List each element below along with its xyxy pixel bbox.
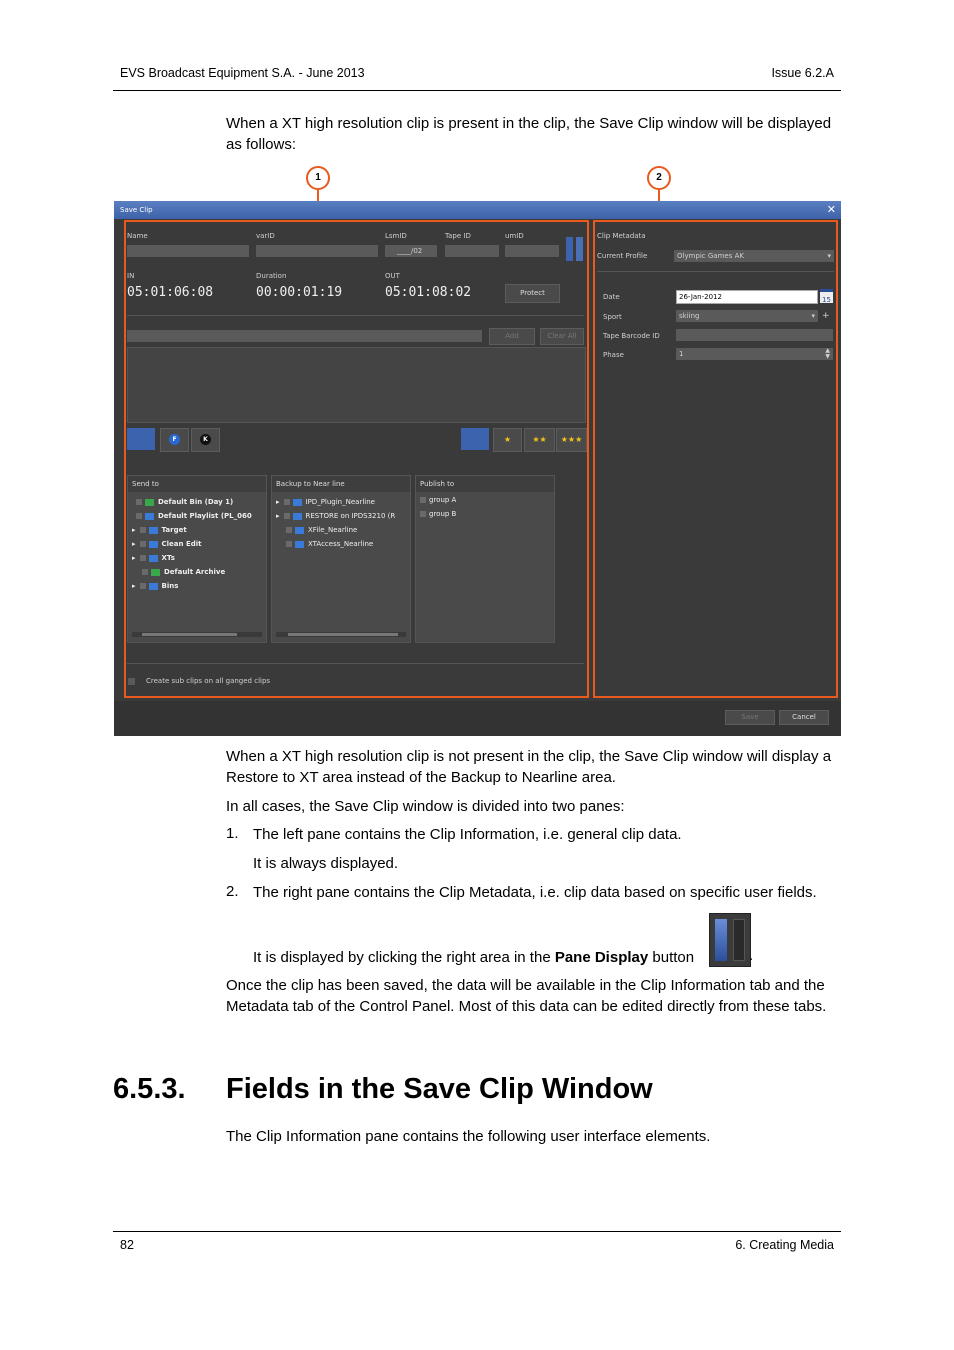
- paragraph-restore: When a XT high resolution clip is not present in the clip, the Save Clip window will display a Restore to XT area instead of the Backup to Nearline area.: [226, 748, 832, 786]
- callout-1: 1: [306, 166, 330, 190]
- date-label: Date: [603, 293, 620, 301]
- pane-display-period: .: [749, 947, 754, 964]
- footer-rule: [113, 1231, 841, 1232]
- list-number-2: 2.: [226, 883, 239, 900]
- scrollbar-thumb[interactable]: [142, 633, 237, 636]
- save-button[interactable]: Save: [725, 710, 775, 725]
- spinner-icon[interactable]: ▲ ▼: [825, 347, 830, 360]
- page-number: 82: [120, 1238, 134, 1252]
- tape-barcode-label: Tape Barcode ID: [603, 332, 660, 340]
- sub-clips-label: Create sub clips on all ganged clips: [146, 677, 271, 685]
- send-to-item[interactable]: ▸ Clean Edit: [132, 540, 202, 548]
- dialog-title: Save Clip: [120, 206, 153, 214]
- close-icon[interactable]: ✕: [826, 203, 836, 216]
- pane-display-left-icon[interactable]: [566, 237, 573, 261]
- duration-label: Duration: [256, 272, 287, 280]
- folder-icon: [149, 583, 158, 590]
- phase-label: Phase: [603, 351, 624, 359]
- duration-timecode: 00:00:01:19: [256, 285, 343, 300]
- add-sport-button[interactable]: +: [822, 311, 830, 321]
- in-label: IN: [127, 272, 135, 280]
- sub-clips-checkbox[interactable]: [128, 678, 135, 685]
- backup-item[interactable]: XTAccess_Nearline: [276, 540, 373, 548]
- playlist-icon: [145, 513, 154, 520]
- publish-panel: [415, 475, 555, 643]
- footer-chapter: 6. Creating Media: [735, 1238, 834, 1252]
- xt-server-icon: [149, 555, 158, 562]
- section-title: Fields in the Save Clip Window: [226, 1073, 653, 1105]
- pane-display-right-icon[interactable]: [576, 237, 583, 261]
- umid-label: umID: [505, 232, 524, 240]
- one-star-button[interactable]: ★: [493, 428, 522, 452]
- out-timecode: 05:01:08:02: [385, 285, 472, 300]
- divider: [597, 271, 834, 272]
- callout-2: 2: [647, 166, 671, 190]
- folder-icon: [293, 513, 302, 520]
- fk-toggle-button[interactable]: [127, 428, 155, 450]
- backup-item[interactable]: ▸ IPD_Plugin_Nearline: [276, 498, 375, 506]
- divider: [127, 315, 584, 316]
- lsmid-value: ____/02: [397, 247, 423, 255]
- current-profile-label: Current Profile: [597, 252, 648, 260]
- send-to-item[interactable]: ▸ Target: [132, 526, 187, 534]
- keyword-field[interactable]: [127, 330, 482, 342]
- rating-toggle-button[interactable]: [461, 428, 489, 450]
- header-left: EVS Broadcast Equipment S.A. - June 2013: [120, 66, 365, 80]
- folder-icon: [149, 527, 158, 534]
- f-button[interactable]: [160, 428, 189, 452]
- send-to-item[interactable]: Default Bin (Day 1): [132, 498, 233, 506]
- chevron-down-icon: ▾: [811, 312, 815, 320]
- folder-icon: [293, 499, 302, 506]
- folder-icon: [295, 541, 304, 548]
- name-label: Name: [127, 232, 148, 240]
- divider: [127, 663, 584, 664]
- publish-item[interactable]: group B: [420, 510, 456, 518]
- chevron-down-icon: ▾: [827, 252, 831, 260]
- archive-icon: [151, 569, 160, 576]
- backup-header: Backup to Near line: [272, 476, 410, 492]
- horizontal-scrollbar[interactable]: [132, 632, 262, 637]
- paragraph-panes: In all cases, the Save Clip window is divided into two panes:: [226, 798, 625, 815]
- protect-button[interactable]: Protect: [505, 284, 560, 303]
- sport-label: Sport: [603, 313, 622, 321]
- out-label: OUT: [385, 272, 400, 280]
- f-icon: F: [169, 434, 180, 445]
- send-to-header: Send to: [128, 476, 266, 492]
- list-number-1: 1.: [226, 825, 239, 842]
- clean-edit-icon: [149, 541, 158, 548]
- clip-metadata-title: Clip Metadata: [597, 232, 646, 240]
- umid-field[interactable]: [505, 245, 559, 257]
- horizontal-scrollbar[interactable]: [276, 632, 406, 637]
- calendar-icon[interactable]: 15: [820, 289, 833, 303]
- backup-panel: [271, 475, 411, 643]
- cancel-button[interactable]: Cancel: [779, 710, 829, 725]
- name-field[interactable]: [127, 245, 249, 257]
- bin-icon: [145, 499, 154, 506]
- three-star-button[interactable]: ★★★: [556, 428, 587, 452]
- paragraph-saved: Once the clip has been saved, the data will be available in the Clip Information tab and the Metadata tab of the Control Panel. Most of this data can be edited directly from these tabs.: [226, 977, 827, 1015]
- varid-label: varID: [256, 232, 275, 240]
- send-to-item[interactable]: ▸ XTs: [132, 554, 175, 562]
- clear-all-button[interactable]: Clear All: [540, 328, 584, 345]
- date-field[interactable]: 26-Jan-2012: [676, 290, 818, 304]
- folder-icon: [295, 527, 304, 534]
- in-timecode: 05:01:06:08: [127, 285, 214, 300]
- two-star-button[interactable]: ★★: [524, 428, 555, 452]
- sport-select[interactable]: skiing ▾: [676, 310, 818, 322]
- k-button[interactable]: [191, 428, 220, 452]
- paragraph-clip-info: The Clip Information pane contains the following user interface elements.: [226, 1128, 711, 1145]
- pane-display-button-icon: [709, 913, 754, 967]
- publish-header: Publish to: [416, 476, 554, 492]
- current-profile-select[interactable]: Olympic Games AK ▾: [674, 250, 834, 262]
- publish-item[interactable]: group A: [420, 496, 456, 504]
- list-item-1: The left pane contains the Clip Information, i.e. general clip data.: [253, 826, 682, 843]
- dialog-titlebar: [114, 201, 841, 219]
- pane-display-sentence: It is displayed by clicking the right area in the Pane Display button: [253, 949, 695, 966]
- send-to-item[interactable]: Default Playlist (PL_060: [132, 512, 252, 520]
- tapeid-label: Tape ID: [445, 232, 471, 240]
- list-item-1-sub: It is always displayed.: [253, 855, 399, 872]
- send-to-item[interactable]: ▸ Bins: [132, 582, 179, 590]
- backup-item[interactable]: XFile_Nearline: [276, 526, 357, 534]
- tape-barcode-field[interactable]: [676, 329, 833, 341]
- list-item-2: The right pane contains the Clip Metadata, i.e. clip data based on specific user fields.: [253, 884, 817, 901]
- k-icon: K: [200, 434, 211, 445]
- intro-paragraph: When a XT high resolution clip is present in the clip, the Save Clip window will be displayed as follows:: [226, 115, 832, 153]
- send-to-panel: [127, 475, 267, 643]
- header-rule: [113, 90, 841, 91]
- lsmid-label: LsmID: [385, 232, 407, 240]
- backup-item[interactable]: ▸ RESTORE on IPDS3210 (R: [276, 512, 396, 520]
- header-right: Issue 6.2.A: [771, 66, 834, 80]
- add-button[interactable]: Add: [489, 328, 535, 345]
- send-to-item[interactable]: Default Archive: [132, 568, 225, 576]
- tapeid-field[interactable]: [445, 245, 499, 257]
- phase-field[interactable]: 1 ▲ ▼: [676, 348, 833, 360]
- save-clip-dialog: [114, 201, 841, 736]
- scrollbar-thumb[interactable]: [288, 633, 398, 636]
- varid-field[interactable]: [256, 245, 378, 257]
- section-number: 6.5.3.: [113, 1073, 186, 1105]
- keyword-list-area[interactable]: [127, 347, 586, 423]
